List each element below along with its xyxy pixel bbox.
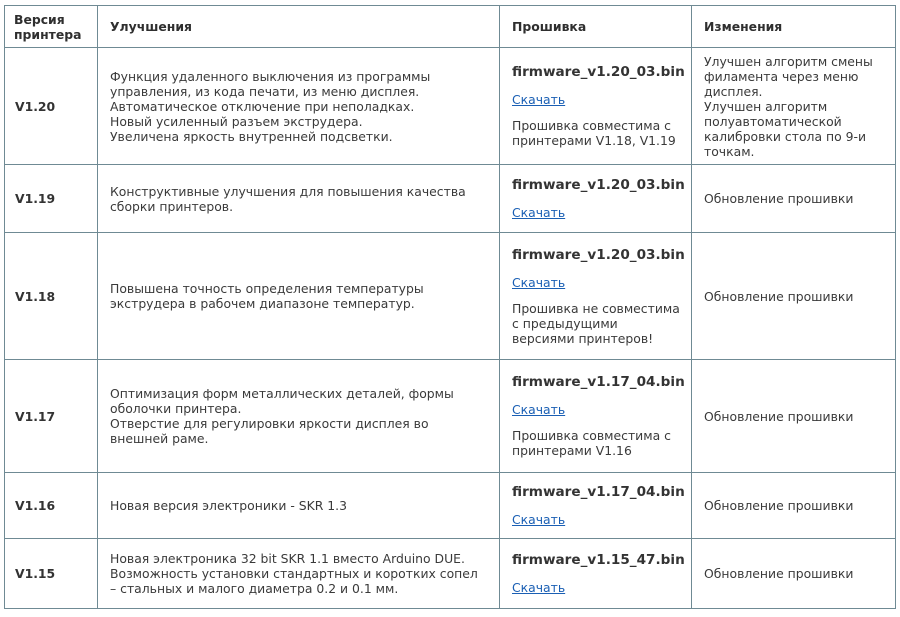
change-line: Обновление прошивки [704, 566, 854, 581]
firmware-content [500, 171, 691, 226]
download-link[interactable]: Скачать [512, 512, 566, 527]
version-cell [5, 48, 98, 165]
header-changes: Изменения [692, 6, 896, 48]
improvement-line: экструдера в рабочем диапазоне температур. [110, 296, 415, 311]
firmware-filename: firmware_v1.20_03.bin [512, 246, 685, 263]
improvement-line: Автоматическое отключение при неполадках. [110, 98, 415, 114]
improvement-line: сборки принтеров. [110, 198, 234, 214]
change-line: Обновление прошивки [704, 191, 854, 206]
table-row [5, 233, 896, 360]
improvement-line: Функция удаленного выключения из программы [110, 68, 431, 84]
table-row [5, 539, 896, 609]
firmware-cell [500, 165, 692, 233]
changes-text [692, 498, 895, 513]
firmware-cell [500, 360, 692, 473]
improvement-line: Новая версия электроники - SKR 1.3 [110, 498, 348, 513]
firmware-note-line: Прошивка совместима с [512, 428, 671, 443]
version-cell [5, 233, 98, 360]
firmware-filename: firmware_v1.20_03.bin [512, 64, 685, 80]
improvement-line: Новая электроника 32 bit SKR 1.1 вместо Arduino DUE. [110, 551, 465, 566]
improvements-cell [98, 233, 500, 360]
firmware-content [500, 546, 691, 601]
header-version-line2: принтера [14, 26, 82, 42]
header-improvements: Улучшения [98, 6, 500, 48]
change-line: филамента через меню [704, 68, 859, 84]
firmware-cell [500, 48, 692, 165]
improvement-line: Новый усиленный разъем экструдера. [110, 113, 363, 129]
download-link[interactable]: Скачать [512, 402, 566, 417]
change-line: Обновление прошивки [704, 498, 854, 513]
improvements-text [98, 69, 499, 144]
changes-cell [692, 360, 896, 473]
improvement-line: Повышена точность определения температуры [110, 281, 424, 296]
firmware-filename: firmware_v1.15_47.bin [512, 552, 685, 568]
firmware-note-line: с предыдущими [512, 315, 618, 331]
changes-text [692, 566, 895, 581]
improvement-line: – стальных и малого диаметра 0.2 и 0.1 мм. [110, 581, 399, 596]
version-cell [5, 360, 98, 473]
change-line: Обновление прошивки [704, 408, 854, 424]
table-row [5, 360, 896, 473]
firmware-table [4, 5, 896, 609]
firmware-table-wrapper [4, 5, 896, 609]
firmware-note-line: Прошивка не совместима [512, 300, 680, 316]
changes-text [692, 191, 895, 206]
download-link[interactable]: Скачать [512, 580, 566, 595]
version-cell [5, 165, 98, 233]
improvements-cell [98, 360, 500, 473]
header-version [5, 6, 98, 48]
change-line: Улучшен алгоритм [704, 98, 828, 114]
firmware-filename: firmware_v1.20_03.bin [512, 177, 685, 193]
changes-cell [692, 539, 896, 609]
firmware-note-line: версиями принтеров! [512, 330, 654, 346]
improvement-line: управления, из кода печати, из меню дисплея. [110, 83, 420, 99]
firmware-content [500, 241, 691, 352]
version-label: V1.16 [15, 498, 56, 513]
version-label: V1.19 [15, 191, 56, 206]
download-link[interactable]: Скачать [512, 92, 566, 107]
changes-cell [692, 473, 896, 539]
changes-text [692, 409, 895, 424]
download-link[interactable]: Скачать [512, 274, 566, 290]
improvement-line: Конструктивные улучшения для повышения качества [110, 183, 466, 199]
changes-text [692, 54, 895, 159]
version-label: V1.18 [15, 288, 56, 304]
change-line: дисплея. [704, 83, 763, 99]
improvements-text [98, 498, 499, 513]
firmware-filename: firmware_v1.17_04.bin [512, 374, 685, 390]
change-line: калибровки стола по 9-и [704, 128, 867, 144]
improvements-text [98, 386, 499, 446]
changes-text [692, 289, 895, 304]
firmware-cell [500, 539, 692, 609]
version-label: V1.15 [15, 566, 56, 581]
header-firmware: Прошивка [500, 6, 692, 48]
change-line: Улучшен алгоритм смены [704, 53, 873, 69]
table-header-row [5, 6, 896, 48]
firmware-cell [500, 473, 692, 539]
table-row [5, 165, 896, 233]
firmware-compat-note [512, 301, 685, 346]
firmware-compat-note [512, 118, 685, 148]
improvement-line: Возможность установки стандартных и коротких сопел [110, 566, 478, 581]
improvement-line: Отверстие для регулировки яркости дисплея во [110, 416, 429, 431]
firmware-content [500, 58, 691, 154]
changes-cell [692, 48, 896, 165]
improvements-text [98, 281, 499, 311]
improvement-line: внешней раме. [110, 431, 209, 446]
change-line: полуавтоматической [704, 113, 842, 129]
change-line: точкам. [704, 143, 755, 159]
firmware-note-line: принтерами V1.16 [512, 443, 632, 458]
improvements-text [98, 551, 499, 596]
improvements-text [98, 184, 499, 214]
firmware-filename: firmware_v1.17_04.bin [512, 484, 685, 500]
version-cell [5, 473, 98, 539]
changes-cell [692, 165, 896, 233]
firmware-compat-note [512, 428, 685, 458]
download-link[interactable]: Скачать [512, 205, 566, 220]
improvement-line: Оптимизация форм металлических деталей, формы [110, 386, 454, 401]
improvements-cell [98, 165, 500, 233]
changes-cell [692, 233, 896, 360]
firmware-note-line: принтерами V1.18, V1.19 [512, 133, 676, 148]
version-cell [5, 539, 98, 609]
firmware-content [500, 478, 691, 533]
firmware-content [500, 368, 691, 464]
improvements-cell [98, 539, 500, 609]
header-version-line1: Версия [14, 11, 65, 27]
firmware-cell [500, 233, 692, 360]
improvements-cell [98, 473, 500, 539]
improvements-cell [98, 48, 500, 165]
table-row [5, 473, 896, 539]
change-line: Обновление прошивки [704, 288, 854, 304]
version-label: V1.17 [15, 408, 56, 424]
firmware-note-line: Прошивка совместима с [512, 118, 671, 133]
table-body [5, 48, 896, 609]
improvement-line: оболочки принтера. [110, 401, 242, 416]
table-row [5, 48, 896, 165]
version-label: V1.20 [15, 98, 56, 114]
improvement-line: Увеличена яркость внутренней подсветки. [110, 128, 393, 144]
